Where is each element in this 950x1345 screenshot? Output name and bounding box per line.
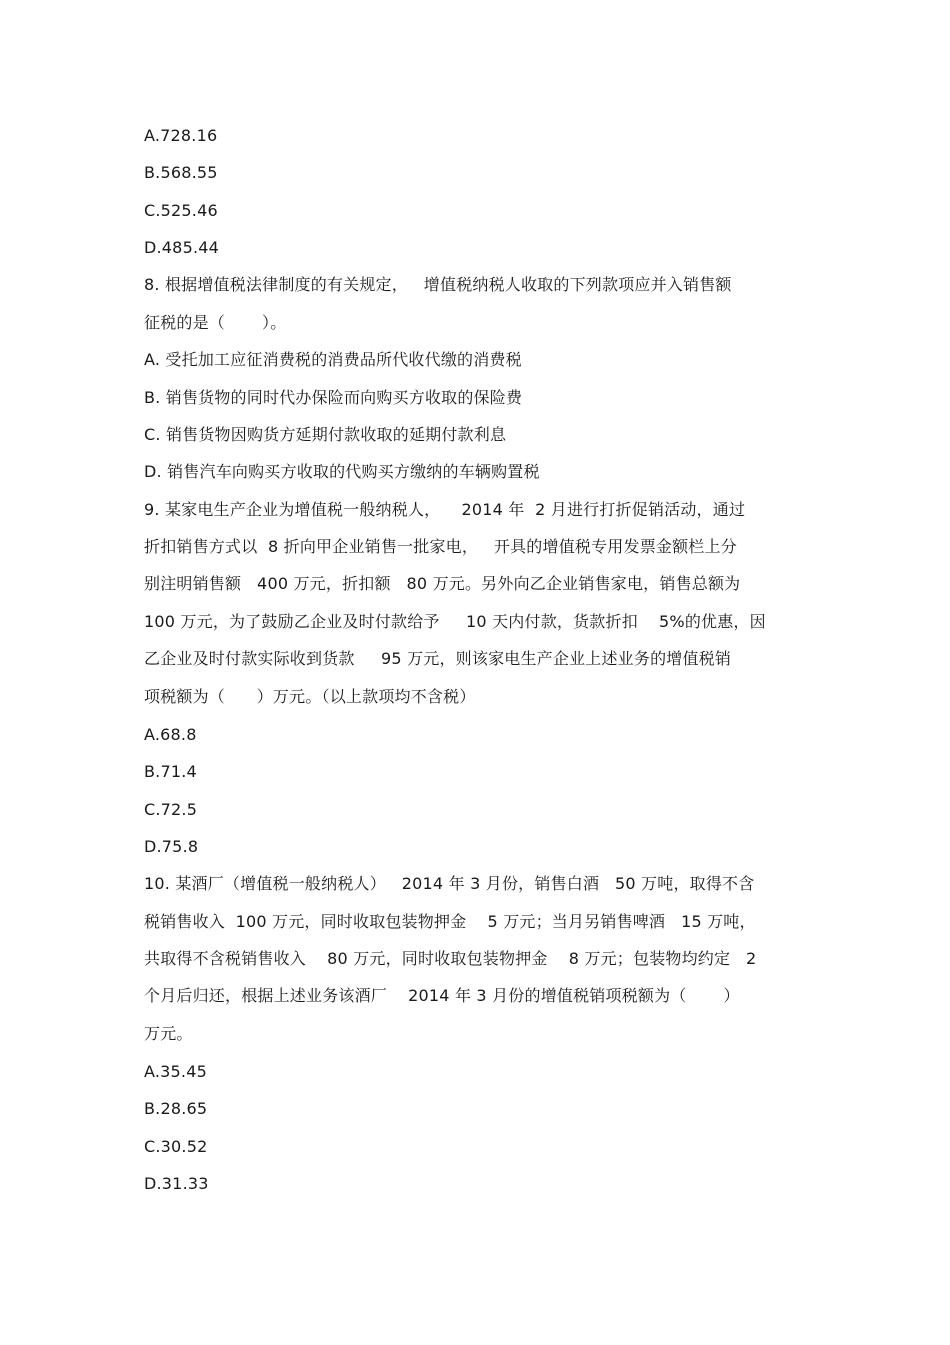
option-d-q8: D. 销售汽车向购买方收取的代购买方缴纳的车辆购置税 [144,462,540,481]
option-b-q8: B. 销售货物的同时代办保险而向购买方收取的保险费 [144,388,523,407]
question-10-line-4: 个月后归还，根据上述业务该酒厂 2014 年 3 月份的增值税销项税额为（ ） [144,986,740,1005]
question-8-line-2: 征税的是（ ）。 [144,313,287,332]
question-8-line-1: 8. 根据增值税法律制度的有关规定， 增值税纳税人收取的下列款项应并入销售额 [144,275,732,294]
question-10-line-1: 10. 某酒厂（增值税一般纳税人） 2014 年 3 月份，销售白酒 50 万吨，取得不含 [144,874,755,893]
question-9-line-6: 项税额为（ ）万元。（以上款项均不含税） [144,687,476,706]
question-10-line-2: 税销售收入 100 万元，同时收取包装物押金 5 万元；当月另销售啤酒 15 万吨， [144,912,756,931]
question-9-line-2: 折扣销售方式以 8 折向甲企业销售一批家电， 开具的增值税专用发票金额栏上分 [144,537,737,556]
option-c-q7: C.525.46 [144,201,218,220]
question-9-line-5: 乙企业及时付款实际收到货款 95 万元，则该家电生产企业上述业务的增值税销 [144,649,732,668]
option-d-q9: D.75.8 [144,837,199,856]
option-a-q9: A.68.8 [144,725,197,744]
option-b-q7: B.568.55 [144,163,218,182]
option-d-q7: D.485.44 [144,238,219,257]
question-10-line-5: 万元。 [144,1024,193,1043]
question-9-line-1: 9. 某家电生产企业为增值税一般纳税人， 2014 年 2 月进行打折促销活动，通过 [144,500,746,519]
option-d-q10: D.31.33 [144,1174,209,1193]
option-a-q8: A. 受托加工应征消费税的消费品所代收代缴的消费税 [144,350,522,369]
option-b-q10: B.28.65 [144,1099,208,1118]
question-10-line-3: 共取得不含税销售收入 80 万元，同时收取包装物押金 8 万元；包装物均约定 2 [144,949,757,968]
option-c-q8: C. 销售货物因购货方延期付款收取的延期付款利息 [144,425,507,444]
option-a-q7: A.728.16 [144,126,218,145]
option-c-q10: C.30.52 [144,1137,208,1156]
option-c-q9: C.72.5 [144,800,198,819]
question-9-line-3: 别注明销售额 400 万元，折扣额 80 万元。另外向乙企业销售家电，销售总额为 [144,574,741,593]
question-9-line-4: 100 万元，为了鼓励乙企业及时付款给予 10 天内付款，货款折扣 5%的优惠，因 [144,612,766,631]
option-b-q9: B.71.4 [144,762,197,781]
option-a-q10: A.35.45 [144,1062,207,1081]
